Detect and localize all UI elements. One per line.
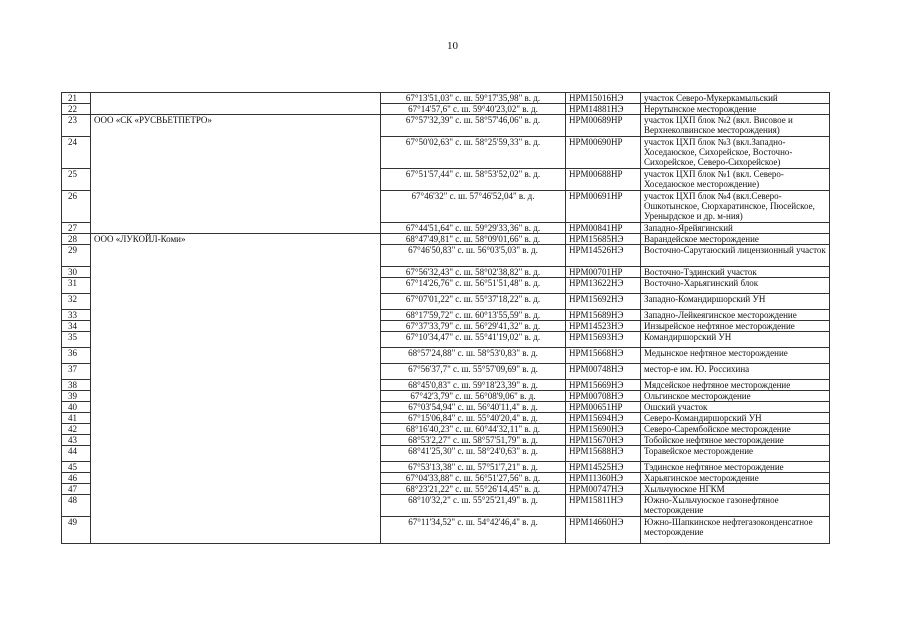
row-number-cell: 40: [62, 402, 91, 413]
row-number-cell: 43: [62, 435, 91, 446]
table-row: [62, 234, 830, 245]
table-row: [62, 424, 830, 435]
coordinates-cell: 68°41'25,30" с. ш. 58°24'0,63" в. д.: [381, 446, 566, 462]
row-number-cell: 24: [62, 137, 91, 169]
row-number-cell: 27: [62, 223, 91, 234]
site-name-cell: Мядсейское нефтяное месторождение: [641, 380, 830, 391]
table-row: [62, 294, 830, 310]
organization-cell: [91, 332, 381, 348]
site-name-cell: Торавейское месторождение: [641, 446, 830, 462]
license-code-cell: НРМ00747НЭ: [566, 484, 641, 495]
coordinates-cell: 67°37'33,79" с. ш. 56°29'41,32" в. д.: [381, 321, 566, 332]
license-code-cell: НРМ00691НР: [566, 191, 641, 223]
table-row: [62, 115, 830, 137]
site-name-cell: Восточно-Харьягинский блок: [641, 278, 830, 294]
license-code-cell: НРМ15689НЭ: [566, 310, 641, 321]
coordinates-cell: 67°10'34,47" с. ш. 55°41'19,02" в. д.: [381, 332, 566, 348]
license-code-cell: НРМ15685НЭ: [566, 234, 641, 245]
table-row: [62, 446, 830, 462]
table-row: [62, 495, 830, 517]
organization-cell: [91, 278, 381, 294]
table-row: [62, 278, 830, 294]
site-name-cell: Хыльчуюское НГКМ: [641, 484, 830, 495]
table-row: [62, 484, 830, 495]
organization-cell: [91, 484, 381, 495]
coordinates-cell: 67°07'01,22" с. ш. 55°37'18,22" в. д.: [381, 294, 566, 310]
license-code-cell: НРМ00748НЭ: [566, 364, 641, 380]
license-code-cell: НРМ15811НЭ: [566, 495, 641, 517]
site-name-cell: Западно-Ярейягинский: [641, 223, 830, 234]
row-number-cell: 33: [62, 310, 91, 321]
organization-cell: [91, 402, 381, 413]
coordinates-cell: 67°13'51,03" с. ш. 59°17'35,98" в. д.: [381, 93, 566, 104]
coordinates-cell: 67°46'32" с. ш. 57°46'52,04" в. д.: [381, 191, 566, 223]
organization-cell: [91, 364, 381, 380]
license-code-cell: НРМ13622НЭ: [566, 278, 641, 294]
table-row: [62, 435, 830, 446]
table-row: [62, 245, 830, 267]
table-row: [62, 364, 830, 380]
license-code-cell: НРМ15692НЭ: [566, 294, 641, 310]
site-name-cell: участок ЦХП блок №2 (вкл. Висовое и Верхнеколвинское месторождения): [641, 115, 830, 137]
site-name-cell: Ольгинское месторождение: [641, 391, 830, 402]
organization-cell: [91, 517, 381, 544]
row-number-cell: 36: [62, 348, 91, 364]
table-row: [62, 310, 830, 321]
license-code-cell: НРМ11360НЭ: [566, 473, 641, 484]
coordinates-cell: 67°11'34,52" с. ш. 54°42'46,4" в. д.: [381, 517, 566, 544]
site-name-cell: Ошский участок: [641, 402, 830, 413]
site-name-cell: Восточно-Сарутаюский лицензионный участок: [641, 245, 830, 267]
row-number-cell: 32: [62, 294, 91, 310]
license-code-cell: НРМ14523НЭ: [566, 321, 641, 332]
license-code-cell: НРМ00651НР: [566, 402, 641, 413]
site-name-cell: Тэдинское нефтяное месторождение: [641, 462, 830, 473]
row-number-cell: 29: [62, 245, 91, 267]
organization-cell: [91, 495, 381, 517]
organization-cell: [91, 435, 381, 446]
organization-cell: [91, 462, 381, 473]
license-code-cell: НРМ00701НР: [566, 267, 641, 278]
row-number-cell: 23: [62, 115, 91, 137]
table-row: [62, 137, 830, 169]
site-name-cell: Медынское нефтяное месторождение: [641, 348, 830, 364]
coordinates-cell: 68°10'32,2" с. ш. 55°25'21,49" в. д.: [381, 495, 566, 517]
coordinates-cell: 67°14'57,6" с. ш. 59°40'23,02" в. д.: [381, 104, 566, 115]
table-row: [62, 104, 830, 115]
license-code-cell: НРМ15668НЭ: [566, 348, 641, 364]
license-code-cell: НРМ15669НЭ: [566, 380, 641, 391]
license-code-cell: НРМ00708НЭ: [566, 391, 641, 402]
license-code-cell: НРМ00841НР: [566, 223, 641, 234]
table-row: [62, 413, 830, 424]
organization-cell: [91, 473, 381, 484]
table-row: [62, 402, 830, 413]
coordinates-cell: 67°44'51,64" с. ш. 59°29'33,36" в. д.: [381, 223, 566, 234]
license-table: [61, 92, 830, 544]
coordinates-cell: 68°57'24,88" с. ш. 58°53'0,83" в. д.: [381, 348, 566, 364]
row-number-cell: 37: [62, 364, 91, 380]
organization-cell: [91, 391, 381, 402]
organization-cell: [91, 310, 381, 321]
site-name-cell: Западно-Командиршорский УН: [641, 294, 830, 310]
site-name-cell: Южно-Хыльчуюское газонефтяное месторождение: [641, 495, 830, 517]
coordinates-cell: 67°53'13,38" с. ш. 57°51'7,21" в. д.: [381, 462, 566, 473]
coordinates-cell: 67°04'33,88" с. ш. 56°51'27,56" в. д.: [381, 473, 566, 484]
coordinates-cell: 67°50'02,63" с. ш. 58°25'59,33" в. д.: [381, 137, 566, 169]
license-code-cell: НРМ15693НЭ: [566, 332, 641, 348]
organization-cell: [91, 267, 381, 278]
row-number-cell: 49: [62, 517, 91, 544]
organization-cell: [91, 169, 381, 191]
page-number: 10: [447, 40, 458, 52]
row-number-cell: 45: [62, 462, 91, 473]
row-number-cell: 46: [62, 473, 91, 484]
row-number-cell: 44: [62, 446, 91, 462]
table-row: [62, 223, 830, 234]
site-name-cell: Командиршорский УН: [641, 332, 830, 348]
site-name-cell: Харьягинское месторождение: [641, 473, 830, 484]
site-name-cell: Восточно-Тэдинский участок: [641, 267, 830, 278]
table-row: [62, 391, 830, 402]
organization-cell: ООО «СК «РУСВЬЕТПЕТРО»: [91, 115, 381, 137]
organization-cell: [91, 348, 381, 364]
license-code-cell: НРМ00690НР: [566, 137, 641, 169]
table-row: [62, 380, 830, 391]
organization-cell: [91, 294, 381, 310]
coordinates-cell: 67°51'57,44" с. ш. 58°53'52,02" в. д.: [381, 169, 566, 191]
coordinates-cell: 68°45'0,83" с. ш. 59°18'23,39" в. д.: [381, 380, 566, 391]
coordinates-cell: 67°42'3,79" с. ш. 56°08'9,06" в. д.: [381, 391, 566, 402]
organization-cell: [91, 104, 381, 115]
table-row: [62, 267, 830, 278]
coordinates-cell: 68°53'2,27" с. ш. 58°57'51,79" в. д.: [381, 435, 566, 446]
coordinates-cell: 67°56'32,43" с. ш. 58°02'38,82" в. д.: [381, 267, 566, 278]
table-row: [62, 93, 830, 104]
site-name-cell: участок ЦХП блок №1 (вкл. Северо-Хоседаюское месторождение): [641, 169, 830, 191]
table-row: [62, 517, 830, 544]
site-name-cell: местор-е им. Ю. Россихина: [641, 364, 830, 380]
coordinates-cell: 67°46'50,83" с. ш. 56°03'5,03" в. д.: [381, 245, 566, 267]
row-number-cell: 47: [62, 484, 91, 495]
organization-cell: [91, 380, 381, 391]
site-name-cell: Нерутынское месторождение: [641, 104, 830, 115]
coordinates-cell: 68°47'49,81" с. ш. 58°09'01,66" в. д.: [381, 234, 566, 245]
table-row: [62, 332, 830, 348]
coordinates-cell: 67°15'06,84" с. ш. 55°40'20,4" в. д.: [381, 413, 566, 424]
site-name-cell: участок ЦХП блок №3 (вкл.Западно-Хоседаюское, Сихорейское, Восточно-Сихорейское, Северо-Сихорейское): [641, 137, 830, 169]
license-code-cell: НРМ15670НЭ: [566, 435, 641, 446]
coordinates-cell: 67°03'54,94" с. ш. 56°40'11,4" в. д.: [381, 402, 566, 413]
site-name-cell: Тобойское нефтяное месторождение: [641, 435, 830, 446]
coordinates-cell: 67°14'26,76" с. ш. 56°51'51,48" в. д.: [381, 278, 566, 294]
license-code-cell: НРМ14881НЭ: [566, 104, 641, 115]
organization-cell: [91, 191, 381, 223]
coordinates-cell: 68°17'59,72" с. ш. 60°13'55,59" в. д.: [381, 310, 566, 321]
row-number-cell: 48: [62, 495, 91, 517]
organization-cell: [91, 137, 381, 169]
site-name-cell: участок ЦХП блок №4 (вкл.Северо-Ошкотынское, Сюрхаратинское, Пюсейское, Уренырдское и др. м-ния): [641, 191, 830, 223]
license-code-cell: НРМ14660НЭ: [566, 517, 641, 544]
organization-cell: ООО «ЛУКОЙЛ-Коми»: [91, 234, 381, 245]
row-number-cell: 31: [62, 278, 91, 294]
site-name-cell: Северо-Сарембойское месторождение: [641, 424, 830, 435]
license-code-cell: НРМ14526НЭ: [566, 245, 641, 267]
table-row: [62, 191, 830, 223]
coordinates-cell: 68°16'40,23" с. ш. 60°44'32,11" в. д.: [381, 424, 566, 435]
row-number-cell: 28: [62, 234, 91, 245]
coordinates-cell: 68°23'21,22" с. ш. 55°26'14,45" в. д.: [381, 484, 566, 495]
license-code-cell: НРМ14525НЭ: [566, 462, 641, 473]
license-code-cell: НРМ15016НЭ: [566, 93, 641, 104]
row-number-cell: 35: [62, 332, 91, 348]
coordinates-cell: 67°56'37,7" с. ш. 55°57'09,69" в. д.: [381, 364, 566, 380]
license-code-cell: НРМ15690НЭ: [566, 424, 641, 435]
row-number-cell: 30: [62, 267, 91, 278]
site-name-cell: Инзырейское нефтяное месторождение: [641, 321, 830, 332]
table-row: [62, 348, 830, 364]
organization-cell: [91, 245, 381, 267]
table-row: [62, 462, 830, 473]
row-number-cell: 39: [62, 391, 91, 402]
coordinates-cell: 67°57'32,39" с. ш. 58°57'46,06" в. д.: [381, 115, 566, 137]
row-number-cell: 41: [62, 413, 91, 424]
organization-cell: [91, 413, 381, 424]
license-code-cell: НРМ00689НР: [566, 115, 641, 137]
site-name-cell: Западно-Лейкеягинское месторождение: [641, 310, 830, 321]
organization-cell: [91, 223, 381, 234]
organization-cell: [91, 321, 381, 332]
organization-cell: [91, 424, 381, 435]
license-code-cell: НРМ15688НЭ: [566, 446, 641, 462]
site-name-cell: Северо-Командиршорский УН: [641, 413, 830, 424]
organization-cell: [91, 93, 381, 104]
table-row: [62, 169, 830, 191]
license-code-cell: НРМ15694НЭ: [566, 413, 641, 424]
site-name-cell: Южно-Шапкинское нефтегазоконденсатное месторождение: [641, 517, 830, 544]
site-name-cell: Варандейское месторождение: [641, 234, 830, 245]
table-row: [62, 473, 830, 484]
row-number-cell: 38: [62, 380, 91, 391]
table-row: [62, 321, 830, 332]
row-number-cell: 26: [62, 191, 91, 223]
organization-cell: [91, 446, 381, 462]
site-name-cell: участок Северо-Мукеркамыльский: [641, 93, 830, 104]
row-number-cell: 34: [62, 321, 91, 332]
row-number-cell: 22: [62, 104, 91, 115]
row-number-cell: 42: [62, 424, 91, 435]
row-number-cell: 21: [62, 93, 91, 104]
row-number-cell: 25: [62, 169, 91, 191]
license-code-cell: НРМ00688НР: [566, 169, 641, 191]
